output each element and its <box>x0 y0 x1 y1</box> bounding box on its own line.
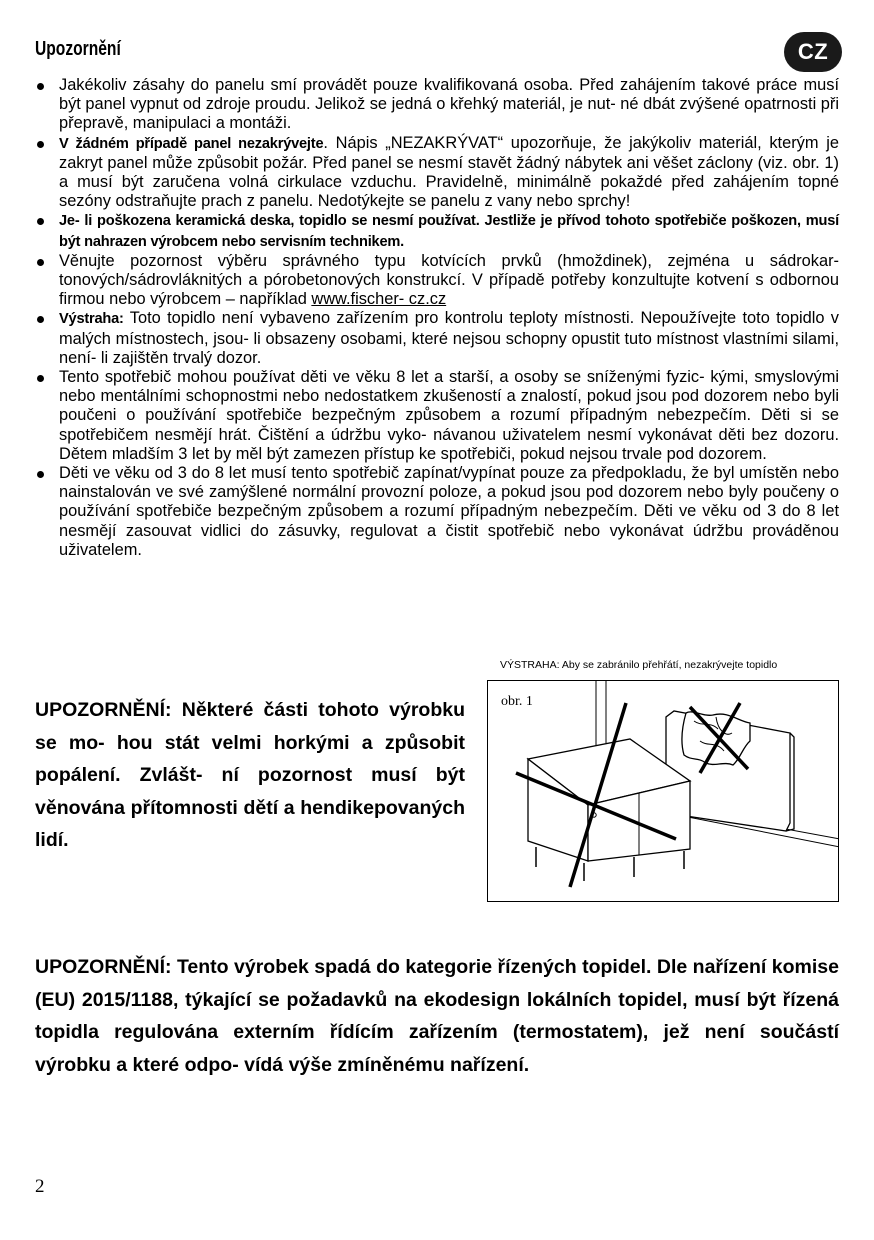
bullet-text: Tento spotřebič mohou používat děti ve věku 8 let a starší, a osoby se sníženými fyzic- kými, smyslovými nebo mentálními schopnostmi nebo nedostatkem zkušeností a znalostí, pokud jsou pod dozorem nebo byli poučeni o používání spotřebiče bezpečným způsobem a rozumí případným nebezpečím. Děti si se spotřebičem nesmějí hrát. Čištění a údržbu vyko- návanou uživatelem nesmí vykonávat děti bez dozoru. Dětem mladším 3 let by měl být zamezen přístup ke spotřebiči, pokud nejsou trvale pod dozorem. <box>59 368 839 463</box>
bullet-bold-text: Je- li poškozena keramická deska, topidlo se nesmí používat. Jestliže je přívod tohoto spotřebiče poškozen, musí být nahrazen výrobcem nebo servisním technikem. <box>59 213 839 250</box>
language-badge: CZ <box>784 32 842 72</box>
bullet-item-do-not-cover <box>35 134 839 212</box>
warning-bullet-list <box>35 76 839 560</box>
warning-hot-parts: UPOZORNĚNÍ: Některé části tohoto výrobku se mo- hou stát velmi horkými a způsobit popálení. Zvlášt- ní pozornost musí být věnována přítomnosti dětí a hendikepovaných lidí. <box>35 699 465 851</box>
bullet-bold-lead: V žádném případě panel nezakrývejte <box>59 135 324 152</box>
bullet-item-room-temperature <box>35 309 839 368</box>
fischer-link[interactable]: www.fischer- cz.cz <box>311 290 447 309</box>
bullet-text: . Nápis „NEZAKRÝVAT“ upozorňuje, že jakýkoliv materiál, kterým je zakryt panel může způsobit požár. Před panel se nesmí stavět žádný nábytek ani věšet záclony (viz. obr. 1) a musí být zaručena volná cirkulace vzduchu. Pravidelně, minimálně pokaždé před zahájením topné sezóny odstraňujte prach z panelu. Nedotýkejte se panelu z vany nebo sprchy! <box>59 133 839 211</box>
bullet-text: Děti ve věku od 3 do 8 let musí tento spotřebič zapínat/vypínat pouze za předpokladu, že byl umístěn nebo nainstalován ve své zamýšlené normální provozní poloze, a pokud jsou pod dozorem nebo byly poučeny o používání spotřebiče bezpečným způsobem a rozumí případným nebezpečím. Děti ve věku od 3 do 8 let nesmějí zasouvat vidlici do zásuvky, regulovat a čistit spotřebič nebo vykonávat údržbu prováděnou uživatelem. <box>59 464 839 559</box>
bullet-text: Věnujte pozornost výběru správného typu kotvících prvků (hmoždinek), zejména u sádrokar- tonových/sádrovláknitých a pórobetonových konstrukcí. V případě potřeby konzultujte kotvení s odbornou firmou nebo výrobcem – například <box>59 251 839 309</box>
bullet-text: Toto topidlo není vybaveno zařízením pro kontrolu teploty místnosti. Nepoužívejte toto topidlo v malých místnostech, jsou- li obsazeny osobami, které nejsou schopny opustit tuto místnost vlastními silami, není- li zajištěn trvalý dozor. <box>59 309 839 367</box>
bullet-item-children-8-years <box>35 368 839 464</box>
towel-on-heater <box>682 712 750 765</box>
bullet-text: Jakékoliv zásahy do panelu smí provádět pouze kvalifikovaná osoba. Před zahájením takové práce musí být panel vypnut od zdroje proudu. Jelikož se jedná o křehký materiál, je nut- né dbát zvýšené opatrnosti při přepravě, manipulaci a montáži. <box>59 76 839 133</box>
warning-ecodesign-regulation: UPOZORNĚNÍ: Tento výrobek spadá do kategorie řízených topidel. Dle nařízení komise (EU) 2015/1188, týkající se požadavků na ekodesign lokálních topidel, musí být řízená topidla regulována externím řídícím zařízením (termostatem), jež není součástí výrobku a které odpo- vídá výše zmíněnému nařízení. <box>35 956 839 1076</box>
page-title: Upozornění <box>35 38 121 60</box>
bullet-item-children-3-8-years <box>35 464 839 560</box>
figure-label: obr. 1 <box>501 694 533 709</box>
bullet-bold-lead: Výstraha: <box>59 311 124 328</box>
page-number: 2 <box>35 1176 45 1197</box>
figure-1-illustration <box>487 680 839 902</box>
furniture-blocking-heater-drawing <box>488 681 839 902</box>
bullet-item-anchoring <box>35 252 839 310</box>
figure-caption: VÝSTRAHA: Aby se zabránilo přehřátí, nezakrývejte topidlo <box>500 659 778 671</box>
bullet-item-qualified-person <box>35 76 839 134</box>
bullet-item-damaged-ceramic <box>35 211 839 251</box>
